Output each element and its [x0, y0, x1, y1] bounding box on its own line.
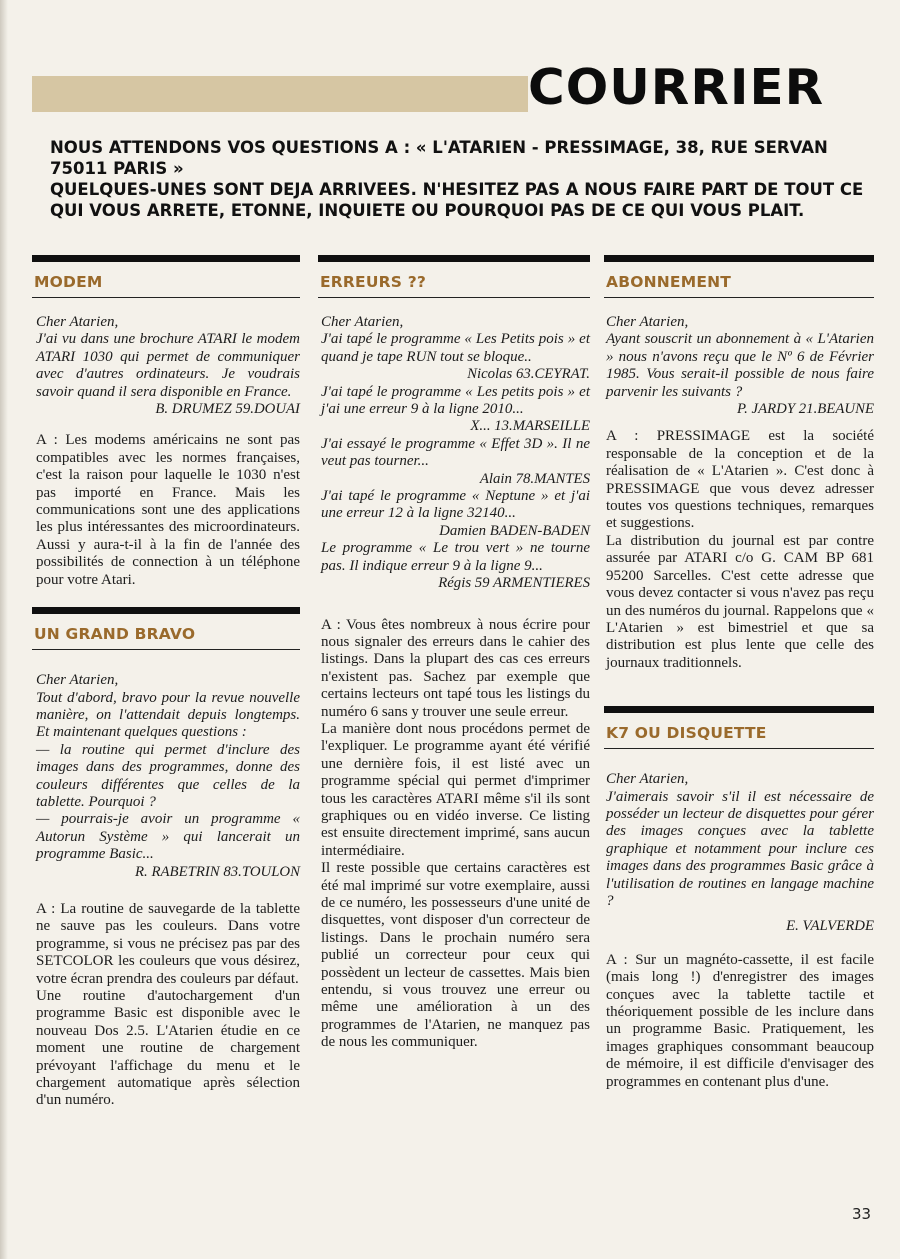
section-modem — [32, 255, 300, 589]
letter-text: Cher Atarien, J'ai tapé le programme « Les Petits pois » et quand je tape RUN tout se bloque.. — [321, 314, 590, 365]
answer-text: A : Sur un magnéto-cassette, il est facile (mais long !) d'enregistrer des images conçues avec la tablette tactile et théoriquement possible de les inclure dans un programme Basic. Pratiquement, les images graphiques consommant beaucoup de mémoire, il est difficile d'envisager des programmes en contenant plus d'une. — [606, 951, 874, 1090]
reader-letter — [32, 672, 300, 863]
reader-letter — [318, 488, 590, 523]
editor-answer — [318, 617, 590, 1052]
letter-text: J'ai essayé le programme « Effet 3D ». Il ne veut pas tourner... — [321, 435, 590, 470]
page-number: 33 — [852, 1205, 872, 1223]
section-underline — [604, 297, 874, 298]
page-title: COURRIER — [528, 59, 825, 116]
editor-answer — [604, 952, 874, 1091]
letter-text: Cher Atarien, Ayant souscrit un abonnement à « L'Atarien » nous n'avons reçu que le Nº 6 de Février 1985. Vous serait-il possible de nous faire parvenir les suivants ? — [606, 314, 874, 400]
section-rule — [318, 255, 590, 262]
column-right — [604, 255, 874, 1091]
letter-signature: E. VALVERDE — [786, 918, 874, 935]
answer-text: A : La routine de sauvegarde de la tablette ne sauve pas les couleurs. Dans votre programme, si vous ne précisez pas par des SETCOLOR les couleurs que vous désirez, votre écran prendra des couleurs par défaut. Une routine d'autochargement d'un programme Basic est disponible avec le nouveau Dos 2.5. L'Atarien étudie en ce moment une routine de chargement prévoyant l'affichage du menu et le chargement automatique après sélection d'un numéro. — [36, 900, 300, 1109]
letter-signature: Régis 59 ARMENTIERES — [438, 575, 590, 592]
section-bravo — [32, 607, 300, 1110]
letter-text: Le programme « Le trou vert » ne tourne pas. Il indique erreur 9 à la ligne 9... — [321, 540, 590, 574]
section-rule — [32, 607, 300, 614]
letter-text: Cher Atarien, J'aimerais savoir s'il il est nécessaire de posséder un lecteur de disquettes pour gérer des images conçues avec la tablette graphique et notamment pour inclure ces images dans des programmes Basic grâce à l'utilisation de routines en langage machine ? — [606, 771, 874, 909]
letter-text: J'ai tapé le programme « Les petits pois » et j'ai une erreur 9 à la ligne 2010... — [321, 383, 590, 418]
letter-signature: P. JARDY 21.BEAUNE — [737, 401, 874, 418]
letter-signature: X... 13.MARSEILLE — [470, 418, 590, 435]
answer-text: A : PRESSIMAGE est la société responsable de la conception et de la réalisation de « L'Atarien ». C'est donc à PRESSIMAGE que vous devez adresser toutes vos questions techniques, remarques et suggestions. La distribution du journal est par contre assurée par ATARI c/o G. CAM BP 681 95200 Sarcelles. C'est cette adresse que vous devez contacter si vous n'avez pas reçu un des numéros du journal. Rappelons que « L'Atarien » est bimestriel et que sa distribution est plus lente que celle des journaux traditionnels. — [606, 428, 874, 671]
section-rule — [32, 255, 300, 262]
editor-answer — [32, 901, 300, 1110]
column-left — [32, 255, 300, 1110]
column-middle — [318, 255, 590, 1052]
letter-text: J'ai tapé le programme « Neptune » et j'ai une erreur 12 à la ligne 32140... — [321, 488, 590, 522]
reader-letter — [318, 540, 590, 575]
intro-address: NOUS ATTENDONS VOS QUESTIONS A : « L'ATARIEN - PRESSIMAGE, 38, RUE SERVAN 75011 PARIS » — [50, 138, 828, 178]
banner-bar — [32, 76, 528, 112]
letter-text: Cher Atarien, J'ai vu dans une brochure ATARI le modem ATARI 1030 qui permet de communiquer avec d'autres ordinateurs. Je voudrais savoir quand il sera disponible en France. — [36, 314, 300, 400]
section-abonnement — [604, 255, 874, 672]
section-title: MODEM — [34, 273, 103, 291]
section-underline — [32, 649, 300, 650]
letter-signature: R. RABETRIN 83.TOULON — [135, 863, 300, 880]
reader-letter — [604, 314, 874, 401]
editor-answer — [32, 432, 300, 589]
answer-text: A : Vous êtes nombreux à nous écrire pour nous signaler des erreurs dans le cahier des listings. Dans la plupart des cas ces erreurs n'existent pas. Sachez par exemple que certains lecteurs ont tapé tous les listings du numéro 6 sans y trouver une seule erreur. La manière dont nous procédons permet de l'expliquer. Le programme ayant été vérifié une dernière fois, il est listé avec un programme spécial qui permet d'imprimer tous les caractères ATARI même s'il ils sont graphiques ou en vidéo inverse. Ce listing est ensuite directement imprimé, sans aucun intermédiaire. Il reste possible que certains caractères est été mal imprimé sur votre exemplaire, aussi de ce numéro, les possesseurs d'une unité de disquettes, vont disposer d'un correcteur de listings. Dans le prochain numéro sera publié un correcteur pour ceux qui possèdent un lecteur de cassettes. Mais bien entendu, si vous trouvez une erreur ou même une amélioration à un des programmes de l'Atarien, ne manquez pas de nous les communiquer. — [321, 616, 590, 1051]
reader-letter — [32, 314, 300, 401]
answer-text: A : Les modems américains ne sont pas compatibles avec les normes françaises, c'est la raison pour laquelle le 1030 n'est pas importé en France. Mais les communications sont une des applications les plus intéressantes des microordinateurs. Aussi y aura-t-il à la fin de l'année des possibilités de connection à un téléphone pour votre Atari. — [36, 432, 300, 588]
page-edge — [0, 0, 8, 1259]
reader-letter — [318, 314, 590, 366]
section-title: UN GRAND BRAVO — [34, 625, 196, 644]
letter-text: Cher Atarien, Tout d'abord, bravo pour la revue nouvelle manière, on l'attendait depuis longtemps. Et maintenant quelques questions : — la routine qui permet d'inclure des images dans des programmes, donne des couleurs différentes que celles de la tablette. Pourquoi ? — pourrais-je avoir un programme « Autorun Système » qui lancerait un programme Basic... — [36, 672, 300, 863]
section-title: K7 OU DISQUETTE — [606, 724, 767, 743]
section-underline — [32, 297, 300, 298]
section-rule — [604, 706, 874, 713]
reader-letter — [318, 384, 590, 419]
letter-signature: B. DRUMEZ 59.DOUAI — [155, 401, 300, 418]
intro-block — [50, 137, 870, 221]
reader-letter — [318, 436, 590, 471]
section-underline — [604, 748, 874, 749]
letter-signature: Damien BADEN-BADEN — [439, 522, 590, 539]
section-underline — [318, 297, 590, 298]
reader-letter — [604, 771, 874, 910]
letter-signature: Nicolas 63.CEYRAT. — [467, 366, 590, 383]
editor-answer — [604, 428, 874, 672]
section-k7 — [604, 706, 874, 1091]
section-rule — [604, 255, 874, 262]
intro-invitation: QUELQUES-UNES SONT DEJA ARRIVEES. N'HESITEZ PAS A NOUS FAIRE PART DE TOUT CE QUI VOUS ARRETE, ETONNE, INQUIETE OU POURQUOI PAS DE CE QUI VOUS PLAIT. — [50, 180, 864, 220]
section-title: ABONNEMENT — [606, 273, 732, 291]
section-erreurs — [318, 255, 590, 1052]
letter-signature: Alain 78.MANTES — [479, 470, 590, 487]
section-title: ERREURS ?? — [320, 273, 427, 291]
